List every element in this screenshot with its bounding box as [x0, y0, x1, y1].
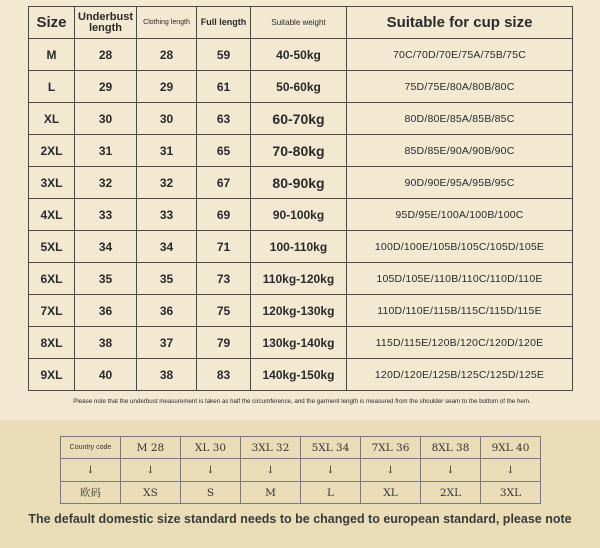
underbust-cell: 35: [75, 263, 137, 295]
country-code-cell: 9XL 40: [481, 437, 541, 459]
weight-cell: 110kg-120kg: [251, 263, 347, 295]
full-length-cell: 71: [197, 231, 251, 263]
cup-size-cell: 120D/120E/125B/125C/125D/125E: [347, 359, 573, 391]
arrow-down-icon: ↓: [421, 459, 481, 482]
size-cell: M: [29, 39, 75, 71]
eu-size-cell: 3XL: [481, 482, 541, 504]
eu-size-cell: S: [181, 482, 241, 504]
size-cell: 5XL: [29, 231, 75, 263]
arrow-down-icon: ↓: [361, 459, 421, 482]
cup-size-cell: 95D/95E/100A/100B/100C: [347, 199, 573, 231]
country-code-row: [61, 437, 541, 459]
clothing-length-cell: 35: [137, 263, 197, 295]
clothing-length-cell: 28: [137, 39, 197, 71]
clothing-length-cell: 34: [137, 231, 197, 263]
header-cup-size: Suitable for cup size: [347, 7, 573, 39]
footer-notice: The default domestic size standard needs to be changed to european standard, please note: [28, 512, 572, 526]
underbust-cell: 28: [75, 39, 137, 71]
cup-size-cell: 90D/90E/95A/95B/95C: [347, 167, 573, 199]
country-code-cell: 5XL 34: [301, 437, 361, 459]
clothing-length-cell: 29: [137, 71, 197, 103]
country-code-cell: 8XL 38: [421, 437, 481, 459]
size-cell: 2XL: [29, 135, 75, 167]
eu-size-label: 欧码: [61, 482, 121, 504]
cup-size-cell: 100D/100E/105B/105C/105D/105E: [347, 231, 573, 263]
cup-size-cell: 85D/85E/90A/90B/90C: [347, 135, 573, 167]
arrow-down-icon: ↓: [61, 459, 121, 482]
size-row: [29, 39, 573, 71]
clothing-length-cell: 31: [137, 135, 197, 167]
weight-cell: 140kg-150kg: [251, 359, 347, 391]
clothing-length-cell: 30: [137, 103, 197, 135]
eu-size-cell: M: [241, 482, 301, 504]
full-length-cell: 69: [197, 199, 251, 231]
country-code-label: Country code: [61, 437, 121, 459]
weight-cell: 40-50kg: [251, 39, 347, 71]
eu-size-row: [61, 482, 541, 504]
measurement-note: Please note that the underbust measurement is taken as half the circumference, and the garment length is measured from the shoulder seam to the bottom of the hem.: [73, 398, 531, 405]
clothing-length-cell: 33: [137, 199, 197, 231]
size-cell: L: [29, 71, 75, 103]
weight-cell: 70-80kg: [251, 135, 347, 167]
full-length-cell: 83: [197, 359, 251, 391]
country-code-cell: 7XL 36: [361, 437, 421, 459]
underbust-cell: 38: [75, 327, 137, 359]
size-cell: 9XL: [29, 359, 75, 391]
size-cell: 8XL: [29, 327, 75, 359]
size-row: [29, 295, 573, 327]
size-cell: XL: [29, 103, 75, 135]
full-length-cell: 61: [197, 71, 251, 103]
size-row: [29, 199, 573, 231]
arrow-down-icon: ↓: [241, 459, 301, 482]
size-row: [29, 135, 573, 167]
cup-size-cell: 105D/105E/110B/110C/110D/110E: [347, 263, 573, 295]
cup-size-cell: 70C/70D/70E/75A/75B/75C: [347, 39, 573, 71]
size-cell: 4XL: [29, 199, 75, 231]
cup-size-cell: 115D/115E/120B/120C/120D/120E: [347, 327, 573, 359]
clothing-length-cell: 36: [137, 295, 197, 327]
weight-cell: 90-100kg: [251, 199, 347, 231]
eu-size-cell: XS: [121, 482, 181, 504]
underbust-cell: 33: [75, 199, 137, 231]
eu-size-cell: 2XL: [421, 482, 481, 504]
clothing-length-cell: 37: [137, 327, 197, 359]
size-cell: 6XL: [29, 263, 75, 295]
size-row: [29, 103, 573, 135]
weight-cell: 80-90kg: [251, 167, 347, 199]
eu-size-cell: L: [301, 482, 361, 504]
cup-size-cell: 75D/75E/80A/80B/80C: [347, 71, 573, 103]
country-code-cell: M 28: [121, 437, 181, 459]
full-length-cell: 67: [197, 167, 251, 199]
weight-cell: 50-60kg: [251, 71, 347, 103]
header-clothing-length: Clothing length: [137, 7, 197, 39]
header-underbust: Underbust length: [75, 7, 137, 39]
weight-cell: 130kg-140kg: [251, 327, 347, 359]
full-length-cell: 75: [197, 295, 251, 327]
cup-size-cell: 80D/80E/85A/85B/85C: [347, 103, 573, 135]
header-full-length: Full length: [197, 7, 251, 39]
size-row: [29, 167, 573, 199]
arrow-down-icon: ↓: [481, 459, 541, 482]
header-size: Size: [29, 7, 75, 39]
size-row: [29, 71, 573, 103]
size-chart-header-row: [29, 7, 573, 39]
country-code-cell: 3XL 32: [241, 437, 301, 459]
full-length-cell: 79: [197, 327, 251, 359]
underbust-cell: 34: [75, 231, 137, 263]
cup-size-cell: 110D/110E/115B/115C/115D/115E: [347, 295, 573, 327]
weight-cell: 100-110kg: [251, 231, 347, 263]
weight-cell: 120kg-130kg: [251, 295, 347, 327]
underbust-cell: 30: [75, 103, 137, 135]
size-row: [29, 327, 573, 359]
clothing-length-cell: 32: [137, 167, 197, 199]
size-row: [29, 359, 573, 391]
country-code-cell: XL 30: [181, 437, 241, 459]
arrow-down-icon: ↓: [301, 459, 361, 482]
underbust-cell: 36: [75, 295, 137, 327]
arrow-down-icon: ↓: [121, 459, 181, 482]
size-conversion-table: [60, 436, 541, 504]
underbust-cell: 32: [75, 167, 137, 199]
size-cell: 3XL: [29, 167, 75, 199]
clothing-length-cell: 38: [137, 359, 197, 391]
full-length-cell: 65: [197, 135, 251, 167]
header-suitable-weight: Suitable weight: [251, 7, 347, 39]
arrow-down-icon: ↓: [181, 459, 241, 482]
underbust-cell: 40: [75, 359, 137, 391]
full-length-cell: 73: [197, 263, 251, 295]
eu-size-cell: XL: [361, 482, 421, 504]
size-chart-table: [28, 6, 573, 391]
size-row: [29, 231, 573, 263]
arrow-row: [61, 459, 541, 482]
full-length-cell: 63: [197, 103, 251, 135]
underbust-cell: 29: [75, 71, 137, 103]
full-length-cell: 59: [197, 39, 251, 71]
size-row: [29, 263, 573, 295]
weight-cell: 60-70kg: [251, 103, 347, 135]
size-cell: 7XL: [29, 295, 75, 327]
underbust-cell: 31: [75, 135, 137, 167]
